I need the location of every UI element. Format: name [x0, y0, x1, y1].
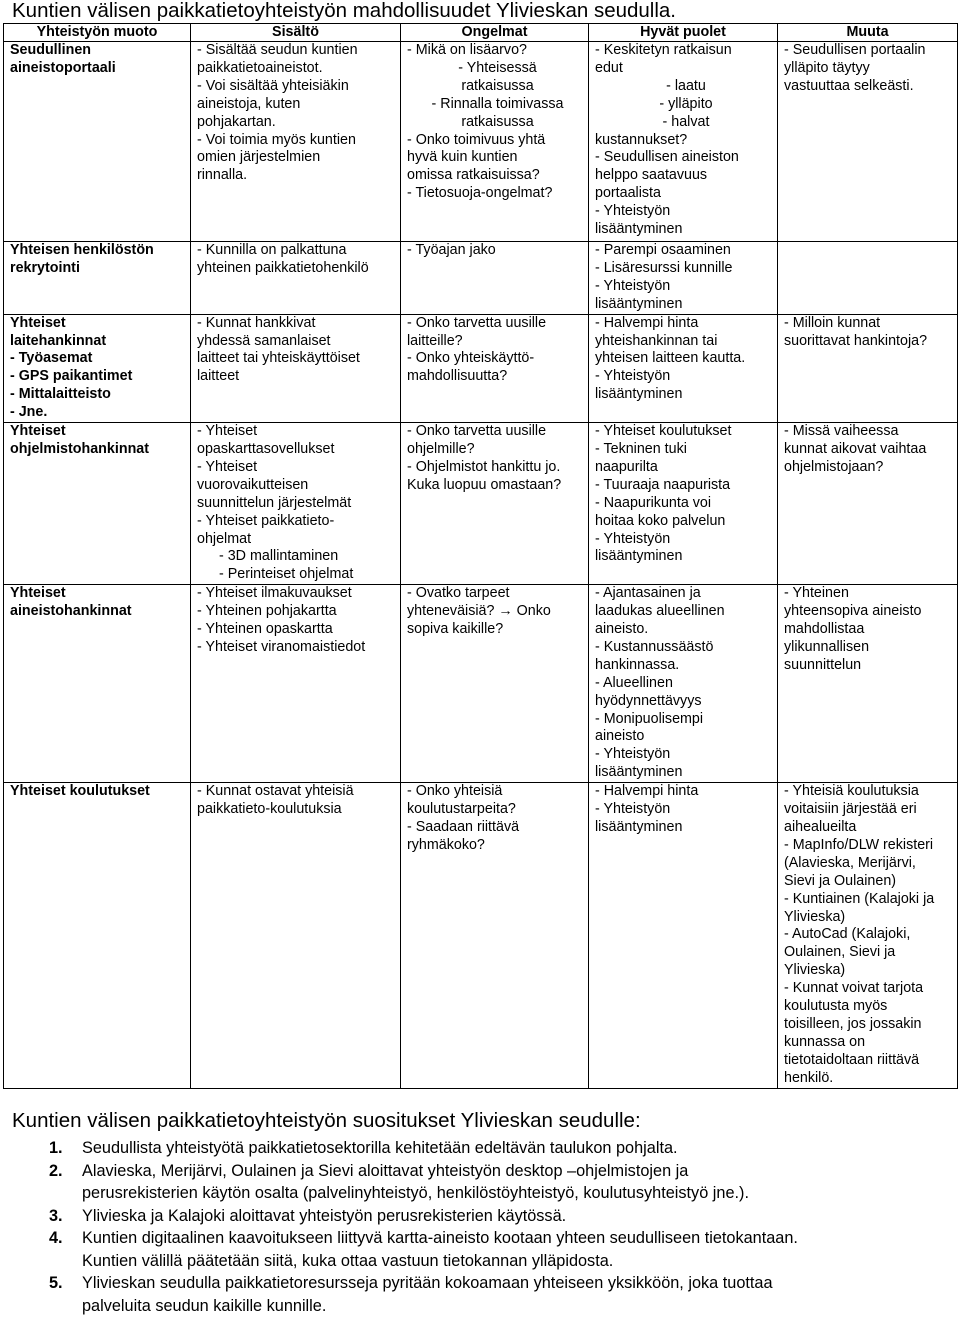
cell-line: yhdessä samanlaiset — [197, 333, 400, 351]
table-row — [4, 314, 958, 422]
cell-line: hankinnassa. — [595, 657, 777, 675]
cell-line: - Kuntiainen (Kalajoki ja — [784, 891, 957, 909]
cell-line: hyödynnettävyys — [595, 693, 777, 711]
recommendation-item — [49, 1160, 954, 1205]
cell-line: - Keskitetyn ratkaisun — [595, 42, 777, 60]
benefits-cell — [589, 783, 778, 1088]
cell-line: koulutustarpeita? — [407, 801, 588, 819]
page-title: Kuntien välisen paikkatietoyhteistyön mahdollisuudet Ylivieskan seudulla. — [12, 0, 676, 22]
problems-cell — [401, 585, 589, 783]
form-cell — [4, 585, 191, 783]
other-cell — [778, 242, 958, 315]
cell-line: - Yhteiset ilmakuvaukset — [197, 585, 400, 603]
cell-line: paikkatietoaineistot. — [197, 60, 400, 78]
recommendation-text: Ylivieska ja Kalajoki aloittavat yhteistyön perusrekisterien käytössä. — [82, 1205, 954, 1228]
cell-line: naapurilta — [595, 459, 777, 477]
cell-line: Yhteiset — [10, 585, 190, 603]
table-row — [4, 585, 958, 783]
content-cell — [191, 314, 401, 422]
other-cell — [778, 42, 958, 242]
cell-line: laitehankinnat — [10, 333, 190, 351]
cell-line: mahdollisuutta? — [407, 368, 588, 386]
benefits-cell — [589, 42, 778, 242]
cell-line: - Mikä on lisäarvo? — [407, 42, 588, 60]
cell-line: vuorovaikutteisen — [197, 477, 400, 495]
cell-line: - halvat — [595, 114, 777, 132]
cell-line: - Yhteiset — [197, 423, 400, 441]
cell-line: - ylläpito — [595, 96, 777, 114]
cell-line: voitaisiin järjestää eri — [784, 801, 957, 819]
cell-line: - Yhteistyön — [595, 203, 777, 221]
recommendation-text: Seudullista yhteistyötä paikkatietosektorilla kehitetään edeltävän taulukon pohjalta. — [82, 1137, 954, 1160]
other-cell — [778, 585, 958, 783]
column-header: Ongelmat — [401, 24, 589, 42]
cell-line: - Kunnat voivat tarjota — [784, 980, 957, 998]
cell-line: - Yhteinen pohjakartta — [197, 603, 400, 621]
cell-line: Oulainen, Sievi ja — [784, 944, 957, 962]
cell-line: ratkaisussa — [407, 114, 588, 132]
cell-line: vastuuttaa selkeästi. — [784, 78, 957, 96]
cell-line: yhteneväisiä? → Onko — [407, 603, 588, 621]
cell-line: lisääntyminen — [595, 386, 777, 404]
cell-line: lisääntyminen — [595, 548, 777, 566]
content-cell — [191, 42, 401, 242]
cell-line: - Kunnilla on palkattuna — [197, 242, 400, 260]
table-row — [4, 42, 958, 242]
cell-line: aineisto — [595, 728, 777, 746]
cell-line: - Yhteistyön — [595, 368, 777, 386]
table-row — [4, 423, 958, 585]
cell-line: - Perinteiset ohjelmat — [197, 566, 400, 584]
cell-line: - Parempi osaaminen — [595, 242, 777, 260]
cell-line: - Onko tarvetta uusille — [407, 315, 588, 333]
cell-line: - Seudullisen aineiston — [595, 149, 777, 167]
cell-line: laadukas alueellinen — [595, 603, 777, 621]
cell-line: ylläpito täytyy — [784, 60, 957, 78]
cell-line: rekrytointi — [10, 260, 190, 278]
recommendation-item — [49, 1137, 954, 1160]
cell-line: - Kunnat hankkivat — [197, 315, 400, 333]
cell-line: - Kunnat ostavat yhteisiä — [197, 783, 400, 801]
cell-line: suunnittelun — [784, 657, 957, 675]
cell-line: - MapInfo/DLW rekisteri — [784, 837, 957, 855]
cell-line: - Yhteistyön — [595, 531, 777, 549]
cell-line: koulutusta myös — [784, 998, 957, 1016]
cell-line: Seudullinen — [10, 42, 190, 60]
cell-line: suunnittelun järjestelmät — [197, 495, 400, 513]
recommendation-text: Ylivieskan seudulla paikkatietoresursseja pyritään kokoamaan yhteiseen yksikköön, joka tuottaa — [82, 1272, 954, 1295]
cell-line: Yhteiset koulutukset — [10, 783, 190, 801]
cell-line: Sievi ja Oulainen) — [784, 873, 957, 891]
cell-line: - Tuuraaja naapurista — [595, 477, 777, 495]
other-cell — [778, 423, 958, 585]
cell-line: aineistohankinnat — [10, 603, 190, 621]
cell-line: - Yhteistyön — [595, 278, 777, 296]
cell-line: aineistoja, kuten — [197, 96, 400, 114]
cell-line: - Yhteiset viranomaistiedot — [197, 639, 400, 657]
problems-cell — [401, 423, 589, 585]
cell-line: aineistoportaali — [10, 60, 190, 78]
column-header: Yhteistyön muoto — [4, 24, 191, 42]
cell-line: - laatu — [595, 78, 777, 96]
cooperation-table — [3, 23, 958, 1089]
cell-line: laitteet — [197, 368, 400, 386]
table-row — [4, 783, 958, 1088]
cell-line: kunnassa on — [784, 1034, 957, 1052]
cell-line: - Ajantasainen ja — [595, 585, 777, 603]
recommendation-number: 3. — [49, 1205, 63, 1228]
other-cell — [778, 314, 958, 422]
cell-line: lisääntyminen — [595, 296, 777, 314]
cell-line: - Työajan jako — [407, 242, 588, 260]
recommendation-text: perusrekisterien käytön osalta (palvelinyhteistyö, henkilöstöyhteistyö, koulutusyhteistyö jne.). — [82, 1182, 954, 1205]
problems-cell — [401, 42, 589, 242]
cell-line: - Yhteiset paikkatieto- — [197, 513, 400, 531]
cell-line: - Onko tarvetta uusille — [407, 423, 588, 441]
recommendation-text: palveluita seudun kaikille kunnille. — [82, 1295, 954, 1317]
cell-line: pohjakartan. — [197, 114, 400, 132]
cell-line: - Missä vaiheessa — [784, 423, 957, 441]
cell-line: kunnat aikovat vaihtaa — [784, 441, 957, 459]
cell-line: - Ohjelmistot hankittu jo. — [407, 459, 588, 477]
cell-line: omien järjestelmien — [197, 149, 400, 167]
cell-line: - Yhteinen — [784, 585, 957, 603]
cell-line: - Alueellinen — [595, 675, 777, 693]
cell-line: yhteishankinnan tai — [595, 333, 777, 351]
cell-line: paikkatieto-koulutuksia — [197, 801, 400, 819]
cell-line: Yhteisen henkilöstön — [10, 242, 190, 260]
cell-line: - AutoCad (Kalajoki, — [784, 926, 957, 944]
problems-cell — [401, 783, 589, 1088]
cell-line: - Halvempi hinta — [595, 315, 777, 333]
cell-line: (Alavieska, Merijärvi, — [784, 855, 957, 873]
cell-line: ohjelmat — [197, 531, 400, 549]
cell-line: henkilö. — [784, 1070, 957, 1088]
cell-line: - Milloin kunnat — [784, 315, 957, 333]
cell-line: - Yhteistyön — [595, 746, 777, 764]
cell-line: ohjelmistojaan? — [784, 459, 957, 477]
cell-line: - Voi sisältää yhteisiäkin — [197, 78, 400, 96]
problems-cell — [401, 314, 589, 422]
cell-line: - Onko toimivuus yhtä — [407, 132, 588, 150]
cell-line: lisääntyminen — [595, 764, 777, 782]
cell-line: - Yhteiset koulutukset — [595, 423, 777, 441]
cell-line: - Työasemat — [10, 350, 190, 368]
cell-line: ryhmäkoko? — [407, 837, 588, 855]
cell-line: ylikunnallisen — [784, 639, 957, 657]
cell-line: - Voi toimia myös kuntien — [197, 132, 400, 150]
recommendation-number: 2. — [49, 1160, 63, 1183]
recommendation-item — [49, 1227, 954, 1272]
cell-line: Yhteiset — [10, 423, 190, 441]
cell-line: lisääntyminen — [595, 819, 777, 837]
form-cell — [4, 783, 191, 1088]
column-header: Muuta — [778, 24, 958, 42]
cell-line: - Ovatko tarpeet — [407, 585, 588, 603]
cell-line: - Seudullisen portaalin — [784, 42, 957, 60]
cell-line: aineisto. — [595, 621, 777, 639]
cell-line: omissa ratkaisuissa? — [407, 167, 588, 185]
cell-line: Kuka luopuu omastaan? — [407, 477, 588, 495]
cell-line: - Lisäresurssi kunnille — [595, 260, 777, 278]
cell-line: - Yhteinen opaskartta — [197, 621, 400, 639]
cell-line: - GPS paikantimet — [10, 368, 190, 386]
table-header-row — [4, 24, 958, 42]
form-cell — [4, 314, 191, 422]
recommendations-list — [49, 1137, 954, 1317]
cell-line: - Tekninen tuki — [595, 441, 777, 459]
content-cell — [191, 423, 401, 585]
recommendation-text: Kuntien digitaalinen kaavoitukseen liittyvä kartta-aineisto kootaan yhteen seudulliseen tietokantaan. — [82, 1227, 954, 1250]
content-cell — [191, 585, 401, 783]
cell-line: - Naapurikunta voi — [595, 495, 777, 513]
cell-line: - Saadaan riittävä — [407, 819, 588, 837]
cell-line: yhteisen laitteen kautta. — [595, 350, 777, 368]
cell-line: - Jne. — [10, 404, 190, 422]
cell-line: opaskarttasovellukset — [197, 441, 400, 459]
cell-line: - Onko yhteisiä — [407, 783, 588, 801]
form-cell — [4, 42, 191, 242]
cell-line: toisilleen, jos jossakin — [784, 1016, 957, 1034]
cell-line: - Tietosuoja-ongelmat? — [407, 185, 588, 203]
cell-line: laitteille? — [407, 333, 588, 351]
cell-line: - 3D mallintaminen — [197, 548, 400, 566]
cell-line: ratkaisussa — [407, 78, 588, 96]
recommendation-text: Alavieska, Merijärvi, Oulainen ja Sievi aloittavat yhteistyön desktop –ohjelmistojen ja — [82, 1160, 954, 1183]
cell-line: rinnalla. — [197, 167, 400, 185]
cell-line: sopiva kaikille? — [407, 621, 588, 639]
cell-line: lisääntyminen — [595, 221, 777, 239]
cell-line: Yhteiset — [10, 315, 190, 333]
cell-line: ohjelmistohankinnat — [10, 441, 190, 459]
cell-line: hyvä kuin kuntien — [407, 149, 588, 167]
cell-line: mahdollistaa — [784, 621, 957, 639]
cell-line: - Sisältää seudun kuntien — [197, 42, 400, 60]
benefits-cell — [589, 423, 778, 585]
cell-line: helppo saatavuus — [595, 167, 777, 185]
benefits-cell — [589, 242, 778, 315]
content-cell — [191, 242, 401, 315]
cell-line: - Monipuolisempi — [595, 711, 777, 729]
cell-line: - Yhteiset — [197, 459, 400, 477]
cell-line: edut — [595, 60, 777, 78]
cell-line: yhteinen paikkatietohenkilö — [197, 260, 400, 278]
form-cell — [4, 423, 191, 585]
cell-line: tietotaidoltaan riittävä — [784, 1052, 957, 1070]
cell-line: yhteensopiva aineisto — [784, 603, 957, 621]
cell-line: kustannukset? — [595, 132, 777, 150]
cell-line: - Halvempi hinta — [595, 783, 777, 801]
cell-line: - Onko yhteiskäyttö- — [407, 350, 588, 368]
column-header: Hyvät puolet — [589, 24, 778, 42]
table-row — [4, 242, 958, 315]
recommendation-number: 1. — [49, 1137, 63, 1160]
recommendation-item — [49, 1205, 954, 1228]
content-cell — [191, 783, 401, 1088]
cell-line: - Mittalaitteisto — [10, 386, 190, 404]
cell-line: aihealueilta — [784, 819, 957, 837]
other-cell — [778, 783, 958, 1088]
column-header: Sisältö — [191, 24, 401, 42]
cell-line: ohjelmille? — [407, 441, 588, 459]
recommendation-text: Kuntien välillä päätetään siitä, kuka ottaa vastuun tietokannan ylläpidosta. — [82, 1250, 954, 1273]
form-cell — [4, 242, 191, 315]
cell-line: laitteet tai yhteiskäyttöiset — [197, 350, 400, 368]
cell-line: - Yhteistyön — [595, 801, 777, 819]
cell-line: Ylivieska) — [784, 909, 957, 927]
cell-line: suorittavat hankintoja? — [784, 333, 957, 351]
benefits-cell — [589, 314, 778, 422]
cell-line: portaalista — [595, 185, 777, 203]
cell-line: - Yhteisessä — [407, 60, 588, 78]
recommendation-number: 4. — [49, 1227, 63, 1250]
cell-line: - Kustannussäästö — [595, 639, 777, 657]
cell-line: - Rinnalla toimivassa — [407, 96, 588, 114]
recommendation-item — [49, 1272, 954, 1317]
cell-line: Ylivieska) — [784, 962, 957, 980]
benefits-cell — [589, 585, 778, 783]
problems-cell — [401, 242, 589, 315]
cell-line: hoitaa koko palvelun — [595, 513, 777, 531]
recommendations-title: Kuntien välisen paikkatietoyhteistyön suositukset Ylivieskan seudulle: — [12, 1109, 641, 1132]
recommendation-number: 5. — [49, 1272, 63, 1295]
cell-line: - Yhteisiä koulutuksia — [784, 783, 957, 801]
